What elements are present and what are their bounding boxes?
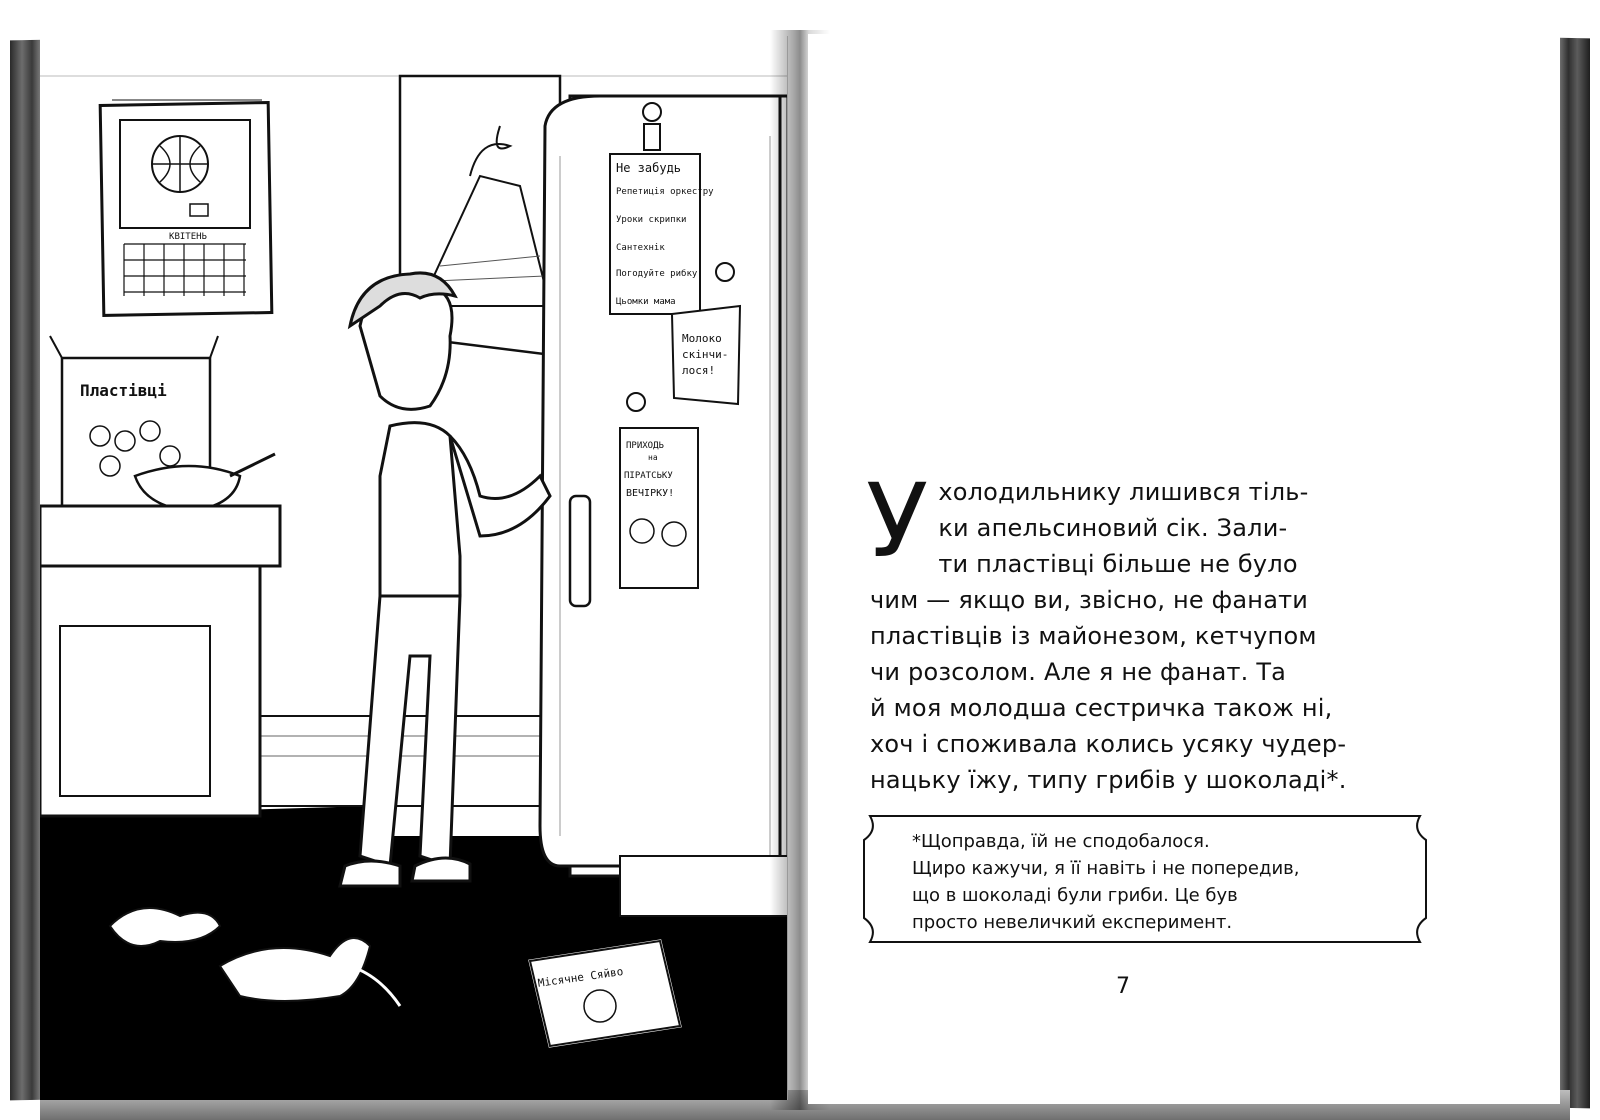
milk-note-line-2: скінчи- (682, 348, 729, 361)
cereal-brand: Пластівці (80, 381, 167, 400)
text-page (808, 34, 1560, 1104)
footnote-line: що в шоколаді були гриби. Це був (912, 885, 1238, 906)
note-item-1: Репетиція оркестру (616, 187, 714, 197)
footnote-line: Щиро кажучи, я її навіть і не попередив, (912, 858, 1300, 879)
body-line: нацьку їжу, типу грибів у шоколаді*. (870, 766, 1347, 794)
note-item-3: Сантехнік (616, 243, 665, 253)
note-item-5: Цьомки мама (616, 297, 676, 307)
footnote-line: *Щоправда, їй не сподобалося. (912, 831, 1210, 852)
body-line: чим — якщо ви, звісно, не фанати (870, 586, 1309, 614)
party-line-3: ПІРАТСЬКУ (624, 471, 673, 481)
party-line-1: ПРИХОДЬ (626, 441, 664, 451)
body-line: пластівців із майонезом, кетчупом (870, 622, 1317, 650)
body-line: ки апельсиновий сік. Зали- (938, 514, 1288, 542)
body-line: чи розсолом. Але я не фанат. Та (870, 658, 1287, 686)
milk-note-line-1: Молоко (682, 332, 722, 345)
party-line-4: ВЕЧІРКУ! (626, 488, 675, 499)
body-line: й моя молодша сестричка також ні, (870, 694, 1333, 722)
party-line-2: на (648, 453, 658, 462)
calendar-month: КВІТЕНЬ (169, 232, 207, 242)
milk-note-line-3: лося! (682, 364, 716, 377)
drop-cap: У (866, 462, 929, 581)
body-line: ти пластівці більше не було (938, 550, 1298, 578)
magazine (530, 941, 680, 1046)
wall-calendar (100, 100, 272, 315)
body-line: хоч і споживала колись усяку чудер- (870, 730, 1347, 758)
note-item-2: Уроки скрипки (616, 215, 687, 225)
body-text (866, 462, 1430, 798)
magazine-title: Місячне Сяйво (537, 964, 625, 990)
body-line: холодильнику лишився тіль- (938, 478, 1309, 506)
note-title: Не забудь (616, 161, 682, 175)
footnote-line: просто невеличкий експеримент. (912, 912, 1233, 933)
kitchen-counter (40, 506, 280, 816)
kitchen-illustration (40, 36, 788, 1100)
illustration-page (40, 36, 788, 1100)
page-number: 7 (1116, 974, 1130, 999)
footnote-box (840, 810, 1450, 948)
note-item-4: Погодуйте рибку (616, 269, 698, 279)
